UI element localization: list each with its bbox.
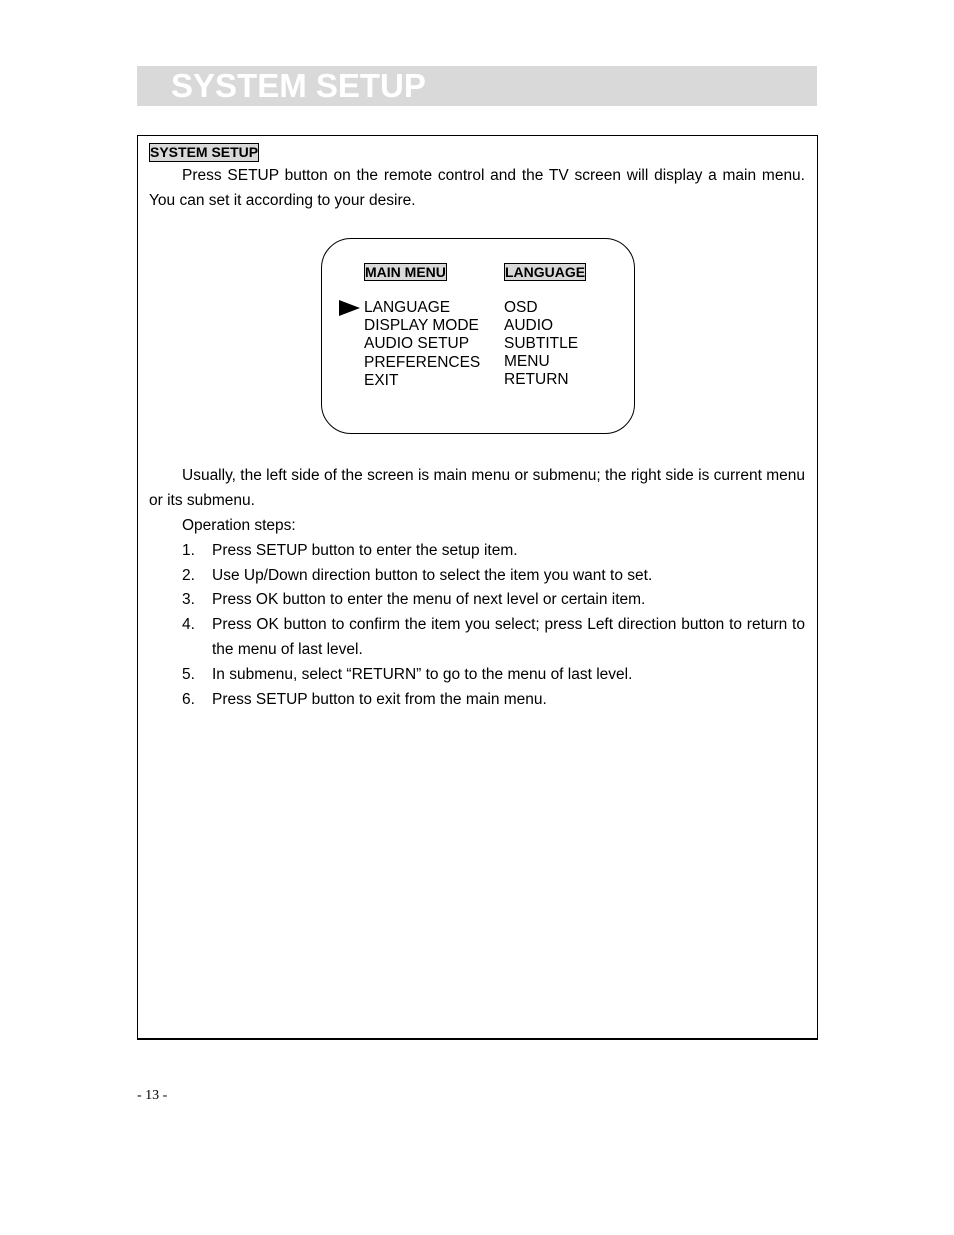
page-banner <box>137 66 817 106</box>
step-text: Use Up/Down direction button to select the item you want to set. <box>212 567 653 584</box>
intro-text: Press SETUP button on the remote control and the TV screen will display a main menu. You can set it according to your desire. <box>149 167 805 209</box>
right-menu-item: MENU <box>504 353 550 370</box>
section-label: SYSTEM SETUP <box>150 144 259 160</box>
left-menu-item: AUDIO SETUP <box>364 335 470 352</box>
page-number: - 13 - <box>137 1088 168 1103</box>
language-header: LANGUAGE <box>505 264 586 280</box>
intro-paragraph <box>149 163 805 213</box>
step-number: 2. <box>182 567 195 584</box>
step-text: In submenu, select “RETURN” to go to the menu of last level. <box>212 666 633 683</box>
step-number: 4. <box>182 616 195 633</box>
left-menu-item: PREFERENCES <box>364 354 481 371</box>
step-text: Press OK button to enter the menu of next level or certain item. <box>212 591 646 608</box>
right-menu-item: SUBTITLE <box>504 335 579 352</box>
step-text: Press SETUP button to enter the setup item. <box>212 542 518 559</box>
step-number: 5. <box>182 666 195 683</box>
right-menu-item: AUDIO <box>504 317 554 334</box>
left-menu-item: EXIT <box>364 372 399 389</box>
steps-intro: Operation steps: <box>182 517 296 534</box>
left-menu-item: LANGUAGE <box>364 299 451 316</box>
step-text: Press OK button to confirm the item you select; press Left direction button to return to the menu of last level. <box>212 616 805 658</box>
right-menu-item: OSD <box>504 299 538 316</box>
description-text: Usually, the left side of the screen is main menu or submenu; the right side is current menu or its submenu. <box>149 467 805 509</box>
right-menu-item: RETURN <box>504 371 569 388</box>
step-text: Press SETUP button to exit from the main menu. <box>212 691 547 708</box>
banner-title: SYSTEM SETUP <box>171 67 426 104</box>
left-menu-item: DISPLAY MODE <box>364 317 479 334</box>
step-number: 3. <box>182 591 195 608</box>
tv-screen-diagram <box>321 238 635 434</box>
right-pointing-triangle-icon <box>339 300 360 316</box>
main-menu-header: MAIN MENU <box>365 264 446 280</box>
step-number: 6. <box>182 691 195 708</box>
step-number: 1. <box>182 542 195 559</box>
description-paragraph <box>149 463 805 513</box>
content-frame <box>137 135 818 1040</box>
